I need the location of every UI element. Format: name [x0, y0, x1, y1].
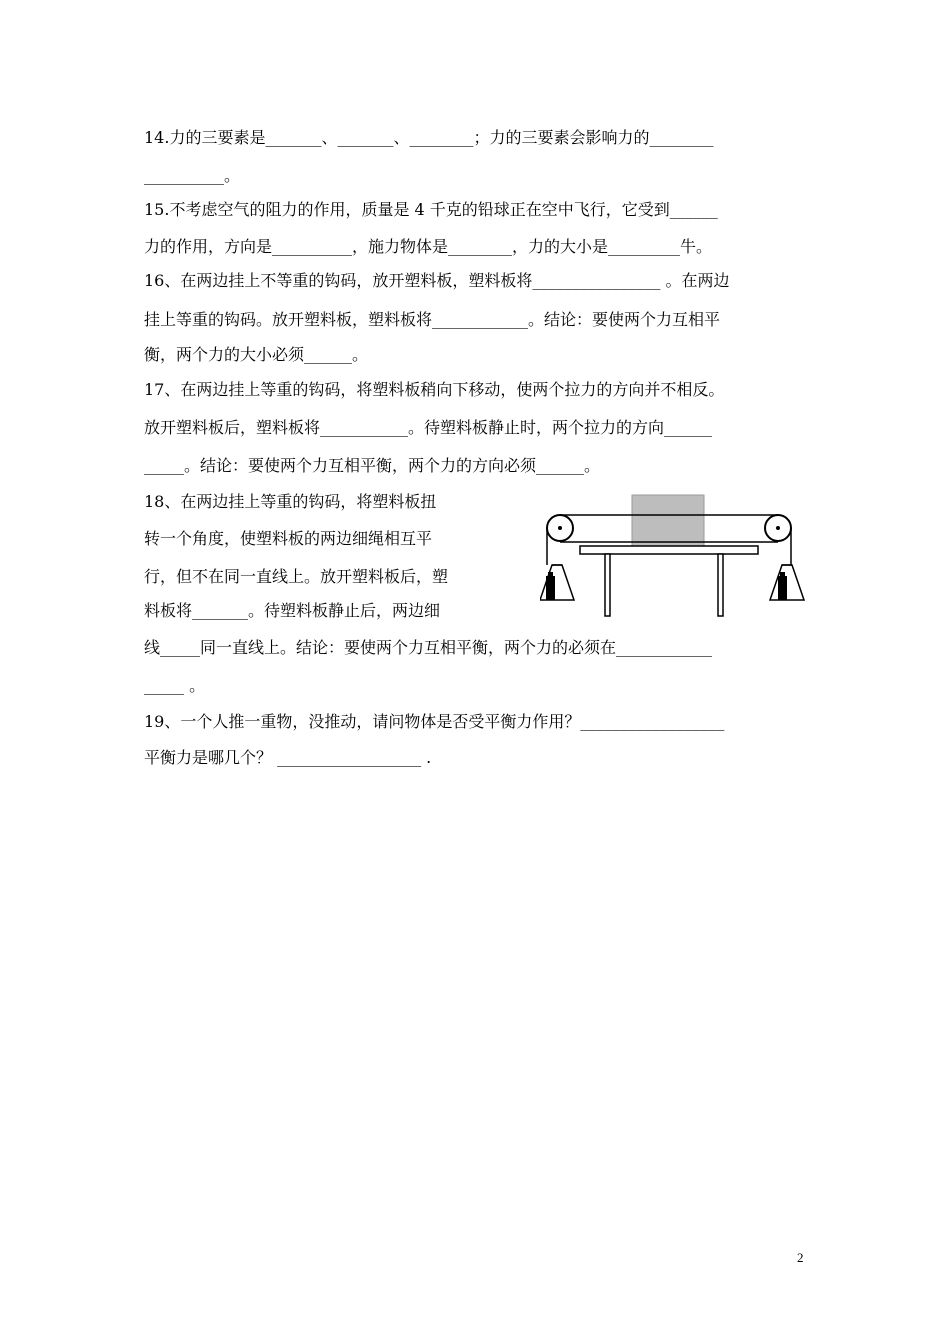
q18-line4: 料板将_______。待塑料板静止后，两边细: [144, 601, 441, 620]
page-number: 2: [797, 1250, 804, 1265]
q19-line2: 平衡力是哪几个？ __________________ .: [144, 748, 432, 767]
q14-line1: 14.力的三要素是_______、_______、________；力的三要素会影响力的________: [144, 128, 714, 147]
balance-apparatus-figure: [540, 490, 812, 620]
q17-line1: 17、在两边挂上等重的钩码，将塑料板稍向下移动，使两个拉力的方向并不相反。: [144, 380, 725, 399]
plastic-board: [632, 495, 704, 549]
hook-weight-left: [546, 576, 555, 600]
q17-line2: 放开塑料板后，塑料板将___________。待塑料板静止时，两个拉力的方向______: [144, 418, 713, 437]
table-leg-left: [605, 554, 610, 616]
q14-line2: __________。: [144, 166, 241, 185]
q16-line3: 衡，两个力的大小必须______。: [144, 345, 369, 364]
q16-line1: 16、在两边挂上不等重的钩码，放开塑料板，塑料板将________________ 。在两边: [144, 271, 730, 290]
q16-line2: 挂上等重的钩码。放开塑料板，塑料板将____________。结论：要使两个力互相平: [144, 310, 721, 329]
q18-line5: 线_____同一直线上。结论：要使两个力互相平衡，两个力的必须在____________: [144, 638, 713, 657]
q18-line6: _____ 。: [144, 676, 206, 695]
q15-line2: 力的作用，方向是__________，施力物体是________，力的大小是_________牛。: [144, 237, 713, 256]
q15-line1: 15.不考虑空气的阻力的作用，质量是 4 千克的铅球正在空中飞行，它受到______: [144, 200, 718, 219]
weight-holder-left: [540, 565, 574, 600]
hook-weight-right: [778, 576, 787, 600]
table-leg-right: [718, 554, 723, 616]
q18-line3: 行，但不在同一直线上。放开塑料板后，塑: [144, 567, 449, 586]
table-top: [580, 546, 758, 554]
q18-line1: 18、在两边挂上等重的钩码，将塑料板扭: [144, 492, 437, 511]
q19-line1: 19、一个人推一重物，没推动，请问物体是否受平衡力作用？__________________: [144, 712, 725, 731]
q18-line2: 转一个角度，使塑料板的两边细绳相互平: [144, 529, 433, 548]
q17-line3: _____。结论：要使两个力互相平衡，两个力的方向必须______。: [144, 456, 601, 475]
